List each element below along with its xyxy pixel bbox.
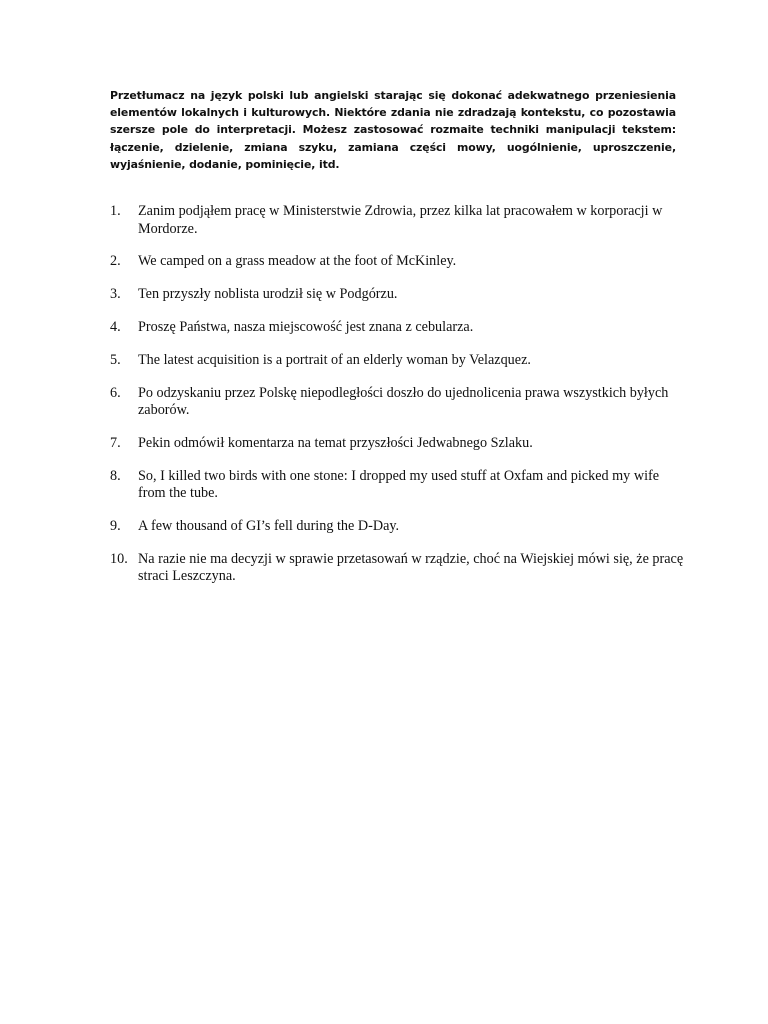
sentence-item-8 <box>110 468 690 503</box>
sentence-number: 10. <box>110 550 128 567</box>
sentence-text: So, I killed two birds with one stone: I dropped my used stuff at Oxfam and picked my wife from the tube. <box>138 467 660 502</box>
sentence-number: 5. <box>110 351 121 368</box>
sentence-text: Na razie nie ma decyzji w sprawie przetasowań w rządzie, choć na Wiejskiej mówi się, że pracę straci Leszczyna. <box>138 550 684 585</box>
sentence-text: Po odzyskaniu przez Polskę niepodległości doszło do ujednolicenia prawa wszystkich byłych zaborów. <box>138 384 669 419</box>
sentence-item-1 <box>110 203 690 238</box>
sentence-number: 4. <box>110 318 121 335</box>
sentence-text: Ten przyszły noblista urodził się w Podgórzu. <box>138 286 398 303</box>
instructions-paragraph: Przetłumacz na język polski lub angielski starając się dokonać adekwatnego przeniesienia elementów lokalnych i kulturowych. Niektóre zdania nie zdradzają kontekstu, co pozostawia szersze pole do interpretacji. Możesz zastosować rozmaite techniki manipulacji tekstem: łączenie, dzielenie, zmiana szyku, zamiana części mowy, uogólnienie, uproszczenie, wyjaśnienie, dodanie, pominięcie, itd. <box>110 89 676 171</box>
sentence-text: A few thousand of GI’s fell during the D-Day. <box>138 518 400 535</box>
sentence-item-3 <box>110 286 690 304</box>
sentence-number: 6. <box>110 384 121 401</box>
sentence-number: 2. <box>110 253 121 270</box>
sentence-text: Proszę Państwa, nasza miejscowość jest znana z cebularza. <box>138 318 474 335</box>
sentence-item-4 <box>110 319 690 337</box>
sentence-number: 3. <box>110 286 121 303</box>
sentence-item-2 <box>110 253 690 271</box>
sentence-number: 8. <box>110 467 121 484</box>
sentence-item-6 <box>110 385 690 420</box>
sentence-item-5 <box>110 352 690 370</box>
sentence-item-9 <box>110 518 690 536</box>
sentence-number: 9. <box>110 518 121 535</box>
sentence-text: The latest acquisition is a portrait of an elderly woman by Velazquez. <box>138 351 531 368</box>
sentence-text: Zanim podjąłem pracę w Ministerstwie Zdrowia, przez kilka lat pracowałem w korporacji w Mordorze. <box>138 203 663 237</box>
sentence-text: Pekin odmówił komentarza na temat przyszłości Jedwabnego Szlaku. <box>138 434 533 451</box>
sentence-number: 1. <box>110 203 121 219</box>
sentence-list <box>110 203 690 601</box>
sentence-item-10 <box>110 551 690 586</box>
sentence-item-7 <box>110 435 690 453</box>
sentence-text: We camped on a grass meadow at the foot of McKinley. <box>138 253 457 270</box>
sentence-number: 7. <box>110 434 121 451</box>
